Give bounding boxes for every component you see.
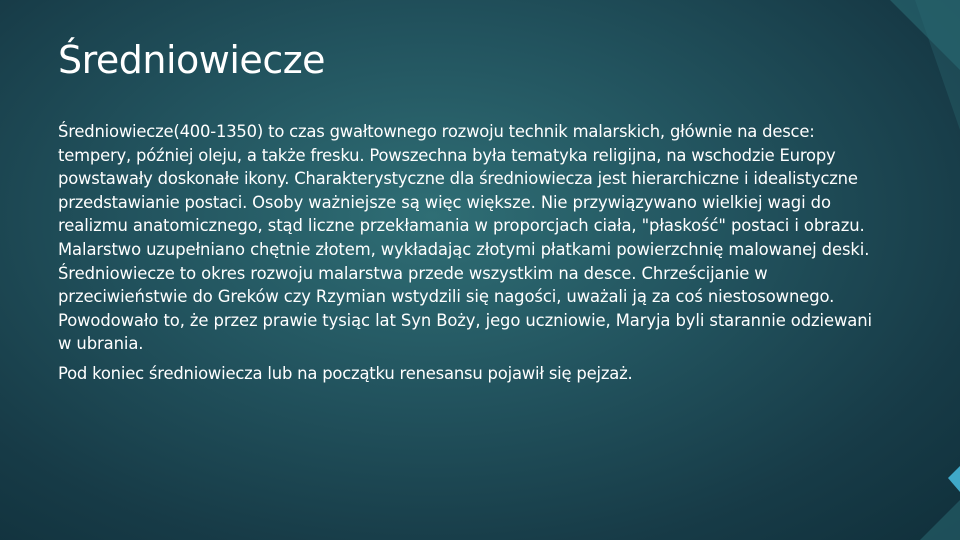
slide-body [58,120,873,386]
body-paragraph-1 [58,120,873,356]
body-paragraph-2 [58,362,873,386]
deco-wedge-bottom [920,500,960,540]
deco-accent-triangle [948,466,960,492]
body-paragraph-1-part1: Średniowiecze(400-1350) to czas gwałtownego rozwoju technik malarskich, głównie na desce: tempery, później oleju, a także fresku. Powszechna była tematyka religijna, na wschodzie Europy powstawały doskonałe ikony. Charakterystyczne dla średniowiecza jest hierarchiczne i idealistyczne przedstawianie postaci. [58,122,858,212]
slide-title: Średniowiecze [58,38,326,82]
body-paragraph-1-part2: Osoby ważniejsze są więc większe. Nie przywiązywano wielkiej wagi do realizmu anatomicznego, stąd liczne przekłamania w proporcjach ciała, "płaskość" postaci i obrazu. Malarstwo uzupełniano chętnie złotem, wykładając złotymi płatkami powierzchnię malowanej deski. Średniowiecze to okres rozwoju malarstwa przede wszystkim na desce. Chrześcijanie w przeciwieństwie do Greków czy Rzymian wstydzili się nagości, uważali ją za coś niestosownego. Powodowało to, że przez prawie tysiąc lat Syn Boży, jego uczniowie, Maryja byli starannie odziewani w ubrania. [58,192,872,354]
deco-wedge-top-2 [915,0,960,130]
body-paragraph-2-text: Pod koniec średniowiecza lub na początku renesansu pojawił się pejzaż. [58,363,633,383]
